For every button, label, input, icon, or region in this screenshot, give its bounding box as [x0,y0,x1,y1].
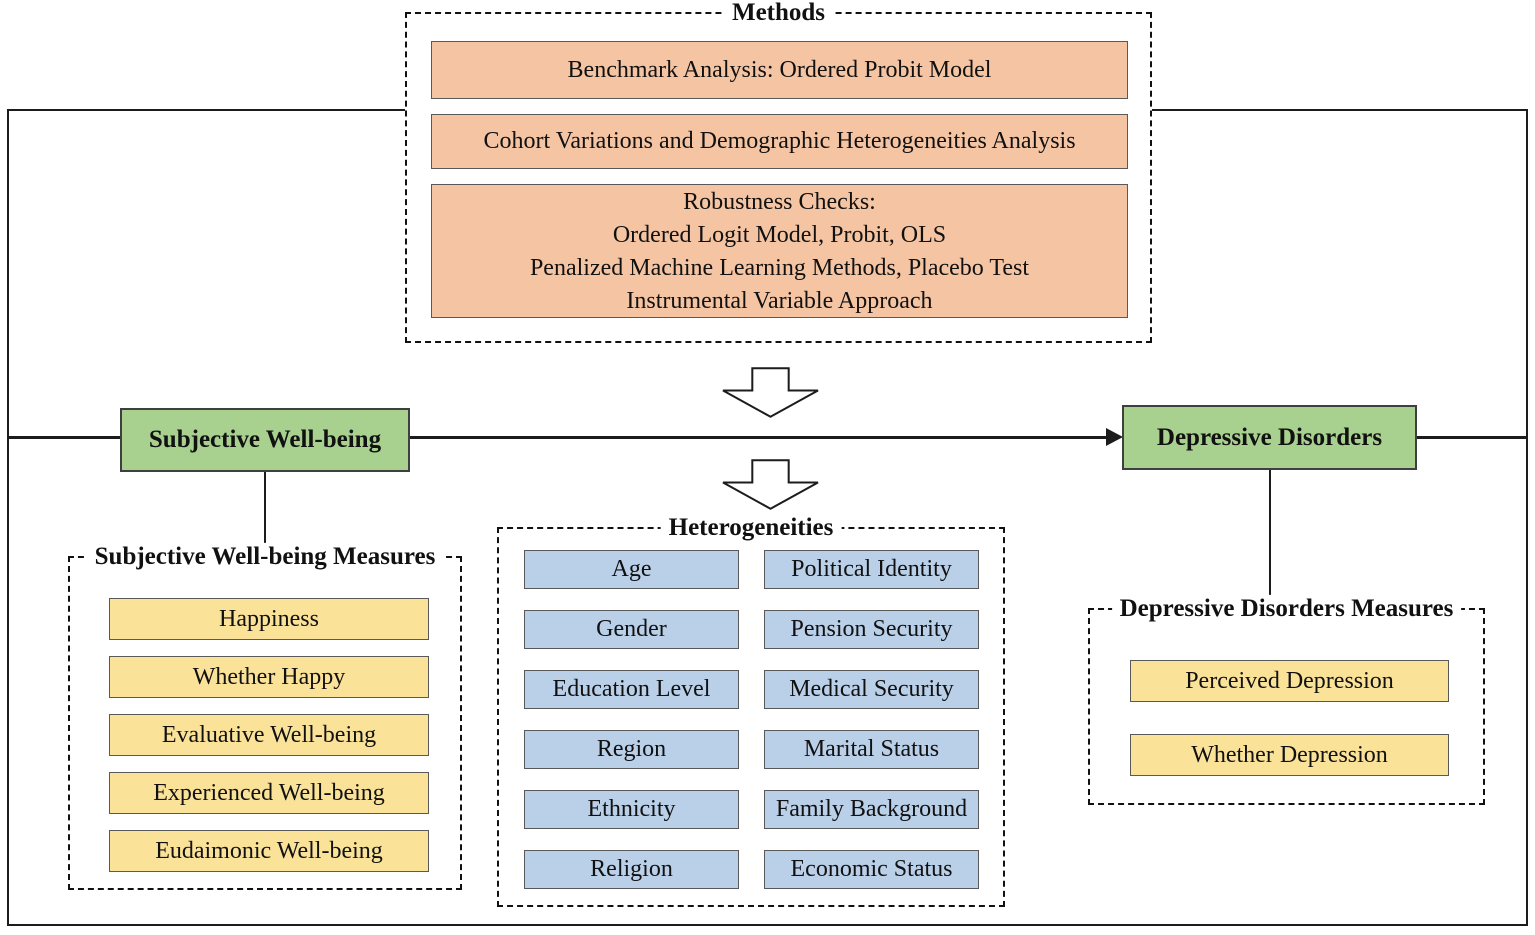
dd-measures-list [1130,660,1449,776]
robustness-line: Instrumental Variable Approach [626,287,933,314]
measure-happiness: Happiness [109,598,429,640]
dd-measures-group-box [1088,594,1485,805]
dd-measures-title: Depressive Disorders Measures [1112,595,1462,623]
arrowhead-icon [1106,428,1123,446]
robustness-line: Ordered Logit Model, Probit, OLS [612,221,947,248]
causal-line-middle-segment [410,436,1108,439]
measure-experienced-well-being: Experienced Well-being [109,772,429,814]
measure-eudaimonic-well-being: Eudaimonic Well-being [109,830,429,872]
het-region: Region [524,730,739,769]
het-economic-status: Economic Status [764,850,979,889]
measure-whether-happy: Whether Happy [109,656,429,698]
heterogeneities-title: Heterogeneities [661,514,842,542]
het-ethnicity: Ethnicity [524,790,739,829]
het-political-identity: Political Identity [764,550,979,589]
benchmark-analysis-box: Benchmark Analysis: Ordered Probit Model [431,41,1128,99]
measure-evaluative-well-being: Evaluative Well-being [109,714,429,756]
het-gender: Gender [524,610,739,649]
down-arrow-icon [722,367,819,418]
swb-measures-group-box [68,542,462,890]
swb-measures-list [109,598,429,872]
cohort-analysis-box: Cohort Variations and Demographic Heterogeneities Analysis [431,114,1128,169]
down-arrow-icon [722,459,819,510]
het-religion: Religion [524,850,739,889]
depressive-disorders-node: Depressive Disorders [1122,405,1417,470]
heterogeneities-grid [524,550,979,889]
robustness-checks-box [431,184,1128,318]
causal-line-right-segment [1417,436,1527,439]
methods-title: Methods [724,0,833,26]
het-family-background: Family Background [764,790,979,829]
subjective-well-being-node: Subjective Well-being [120,408,410,472]
measure-whether-depression: Whether Depression [1130,734,1449,776]
methods-group-box [405,0,1152,343]
dd-to-measures-connector [1269,468,1271,610]
robustness-line: Penalized Machine Learning Methods, Placebo Test [529,254,1030,281]
het-marital-status: Marital Status [764,730,979,769]
robustness-line: Robustness Checks: [683,188,876,215]
heterogeneities-group-box [497,513,1005,907]
swb-measures-title: Subjective Well-being Measures [87,543,444,571]
measure-perceived-depression: Perceived Depression [1130,660,1449,702]
het-education-level: Education Level [524,670,739,709]
het-age: Age [524,550,739,589]
causal-line-left-segment [9,436,120,439]
het-medical-security: Medical Security [764,670,979,709]
het-pension-security: Pension Security [764,610,979,649]
